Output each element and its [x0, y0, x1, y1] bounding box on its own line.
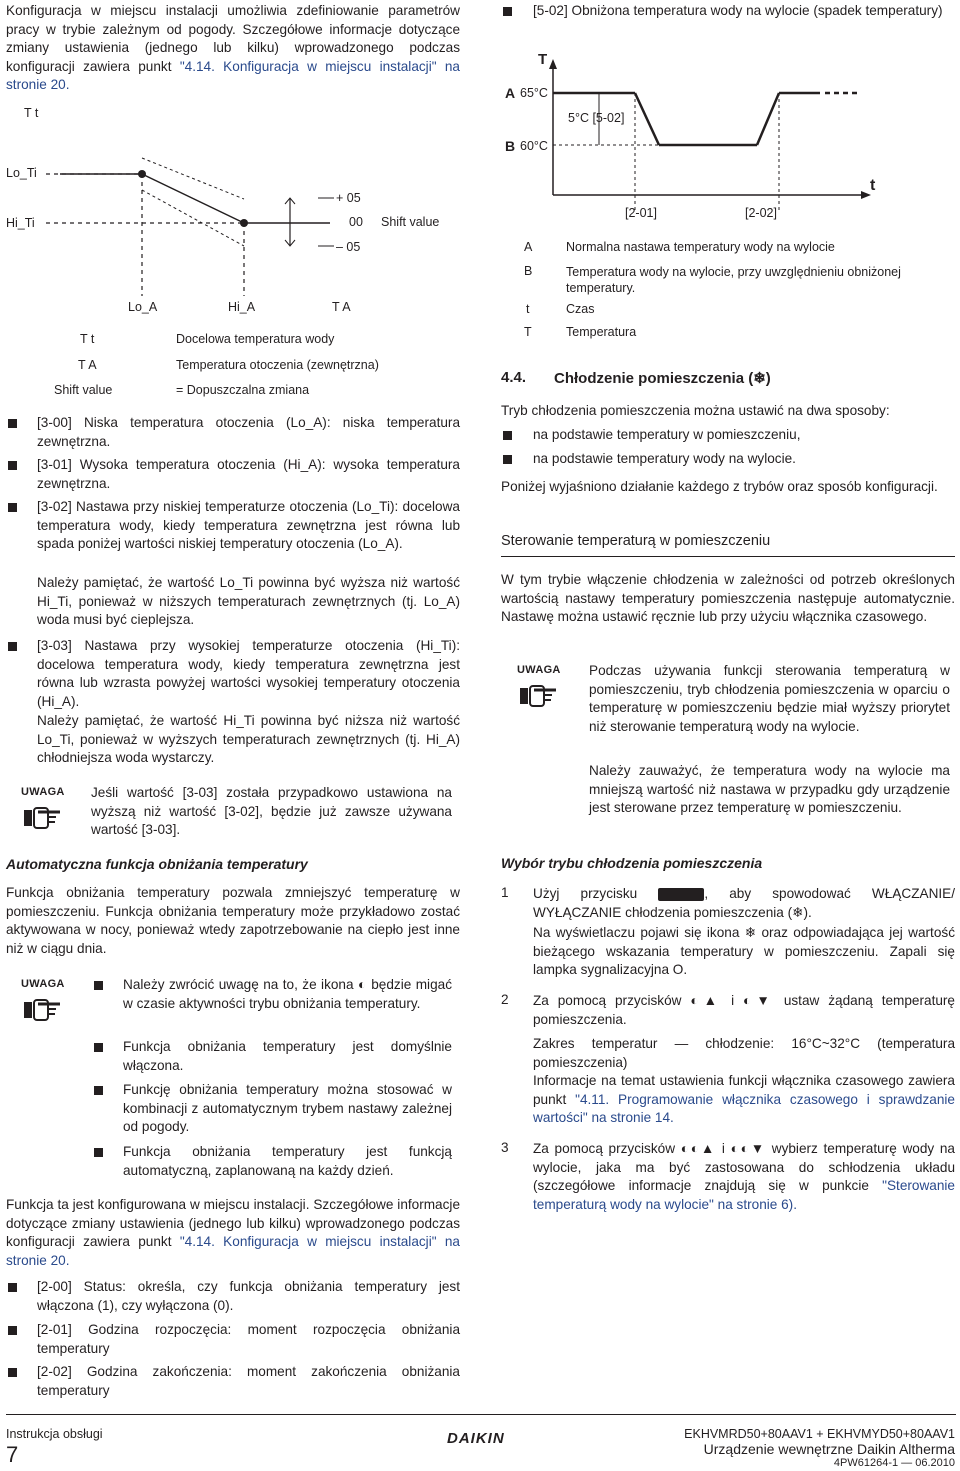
step-text: wybierz temperaturę wody na wylocie, jaka ma być zastosowana do schłodzenia układu (szczegółowe informacje znajdują się w punkcie — [533, 1141, 955, 1194]
legend2-key-b: B — [524, 264, 533, 278]
graph2-end-marker: [2-02] — [745, 206, 777, 220]
bullet-marker — [94, 1043, 103, 1052]
step2-text — [533, 992, 955, 1029]
param-3-02 — [37, 498, 460, 554]
temp-up-button-icon[interactable]: ◐▲ — [690, 993, 723, 1008]
graph1-shift-value-label: Shift value — [381, 215, 440, 229]
water-down-button-icon[interactable]: ◐◐▼ — [730, 1141, 767, 1156]
graph2-delta-label: 5°C [5-02] — [568, 111, 625, 125]
legend2-key-T: T — [524, 325, 532, 339]
step-text: Informacje na temat ustawienia funkcji włącznika czasowego zawiera punkt — [533, 1073, 955, 1107]
note3-p2: Należy zauważyć, że temperatura wody na wylocie ma mniejszą wartość niż nastawa w przypadku gdy urządzenie jest sterowane przez temperaturę w pomieszczeniu. — [589, 763, 950, 816]
auto-config-link[interactable]: "4.14. Konfiguracja w miejscu instalacji" na stronie 20. — [6, 1234, 460, 1268]
graph2-t-end: t — [870, 177, 876, 194]
param-code: [2-02] — [37, 1364, 72, 1379]
note1-text: Jeśli wartość [3-03] została przypadkowo ustawiona na wyższą niż wartość [3-02], będzie już zawsze używana wartość [3-03]. — [91, 785, 452, 838]
param-text: Godzina zakończenia: moment zakończenia obniżania temperatury — [37, 1364, 460, 1398]
step-text: i — [716, 1141, 731, 1156]
param-2-01 — [37, 1321, 460, 1358]
param-3-02-note: Należy pamiętać, że wartość Lo_Ti powinna być wyższa niż wartość Hi_Ti, ponieważ w niższych temperaturach zewnętrznych (tj. Lo_A) woda musi być cieplejsza. — [37, 575, 460, 628]
cooling-intro: Tryb chłodzenia pomieszczenia można ustawić na dwa sposoby: — [501, 403, 890, 418]
auto-setback-heading: Automatyczna funkcja obniżania temperatury — [6, 856, 308, 872]
bullet-marker — [8, 419, 17, 428]
bullet-marker — [503, 7, 512, 16]
step-text: ustaw żądaną temperaturę pomieszczenia. — [533, 993, 955, 1027]
auto-setback-paragraph: Funkcja obniżania temperatury pozwala zmniejszyć temperaturę w pomieszczeniu. Funkcja obniżania temperatury może przykładowo zostać aktywowana w nocy, ponieważ wtedy zapotrzebowanie na ciepło jest inne niż w ciągu dnia. — [6, 885, 460, 956]
param-3-03 — [37, 637, 460, 711]
param-text: Status: określa, czy funkcja obniżania temperatury jest włączona (1), czy wyłączona (0). — [37, 1279, 460, 1313]
param-text: Nastawa przy niskiej temperaturze otoczenia (Lo_Ti): docelowa temperatura wody, kiedy temperatura zewnętrzna jest równa lub spada poniżej wartości niskiej temperatury otoczenia (Lo_A). — [37, 499, 460, 552]
graph1-lo-a-label: Lo_A — [128, 300, 158, 314]
step-number: 2 — [501, 992, 509, 1007]
step2-range: Zakres temperatur — chłodzenie: 16°C~32°C (temperatura pomieszczenia) — [533, 1036, 955, 1070]
bullet-marker — [8, 1283, 17, 1292]
legend1-text-shift: = Dopuszczalna zmiana — [176, 383, 310, 397]
note2-item: Funkcja obniżania temperatury jest domyślnie włączona. — [123, 1039, 452, 1073]
auto-config-paragraph — [6, 1196, 460, 1270]
weather-dependent-graph — [0, 100, 480, 330]
param-text: Niska temperatura otoczenia (Lo_A): niska temperatura zewnętrzna. — [37, 415, 461, 449]
bullet-marker — [8, 642, 17, 651]
pointing-hand-icon — [22, 996, 62, 1022]
step1-detail: Na wyświetlaczu pojawi się ikona ❄ oraz odpowiadająca jej wartość bieżącego wskazania temperatury w pomieszczeniu. Zapali się lampka sygnalizacyjna O. — [533, 925, 955, 978]
choose-mode-heading: Wybór trybu chłodzenia pomieszczenia — [501, 855, 763, 871]
graph1-lo-ti-label: Lo_Ti — [6, 166, 37, 180]
legend2-text-a: Normalna nastawa temperatury wody na wylocie — [566, 240, 835, 254]
step-number: 1 — [501, 885, 509, 900]
step-text: i — [722, 993, 744, 1008]
section-title: Chłodzenie pomieszczenia (❄) — [554, 370, 771, 387]
step-text: Za pomocą przycisków — [533, 993, 691, 1008]
note3-p1: Podczas używania funkcji sterowania temperaturą w pomieszczeniu, tryb chłodzenia pomieszczenia w oparciu o temperaturę w pomieszczeniu będzie miał wyższy priorytet niż sterowanie temperaturą wody na wylocie. — [589, 663, 950, 734]
step3-text — [533, 1140, 955, 1214]
step-text: Użyj przycisku — [533, 886, 659, 901]
legend2-text-T: Temperatura — [566, 325, 637, 339]
graph2-a-label: A — [505, 85, 516, 101]
intro-text: Konfiguracja w miejscu instalacji umożliwia zdefiniowanie parametrów pracy w trybie zależnym od pogody. Szczegółowe informacje dotyczące zmiany ustawienia (jednego lub kilku) wprowadzonego podczas konfiguracji zawiera punkt — [6, 3, 460, 74]
cooling-explain: Poniżej wyjaśniono działanie każdego z trybów oraz sposób konfiguracji. — [501, 479, 938, 494]
param-2-00 — [37, 1278, 460, 1315]
bullet-marker — [94, 981, 103, 990]
legend1-key-shift: Shift value — [54, 383, 113, 397]
step-text: , aby spowodować WŁĄCZANIE/ WYŁĄCZANIE chłodzenia pomieszczenia (❄). — [533, 886, 956, 920]
water-control-link[interactable]: "Sterowanie temperaturą wody na wylocie" na stronie 6). — [533, 1178, 955, 1212]
bullet-marker — [8, 461, 17, 470]
graph1-zero-label: 00 — [349, 215, 363, 229]
note-tag: UWAGA — [517, 664, 561, 676]
timer-link[interactable]: "4.11. Programowanie włącznika czasowego i sprawdzanie wartości" na stronie 14. — [533, 1091, 955, 1126]
param-code: [3-02] — [37, 499, 72, 514]
footer-device: Urządzenie wewnętrzne Daikin Altherma — [703, 1441, 955, 1457]
graph1-y-axis-label: T t — [24, 106, 39, 120]
footer-doc-type: Instrukcja obsługi — [6, 1427, 103, 1441]
param-code: [3-01] — [37, 457, 72, 472]
graph1-hi-ti-label: Hi_Ti — [6, 216, 35, 230]
footer-model: EKHVMRD50+80AAV1 + EKHVMYD50+80AAV1 — [684, 1427, 955, 1441]
bullet-marker — [94, 1148, 103, 1157]
intro-paragraph — [6, 2, 460, 95]
graph1-x-axis-label: T A — [332, 300, 351, 314]
bullet-marker — [8, 1368, 17, 1377]
room-control-paragraph: W tym trybie włączenie chłodzenia w zależności od potrzeb określonych wartością nastawy temperatury pomieszczenia następuje automatycznie. Nastawę można ustawić ręcznie lub przy użyciu włącznika czasowego. — [501, 572, 955, 625]
note2-item: Należy zwrócić uwagę na to, że ikona ◐ będzie migać w czasie aktywności trybu obniżania temperatury. — [123, 977, 452, 1011]
step-number: 3 — [501, 1140, 509, 1155]
param-code: [3-03] — [37, 638, 72, 653]
bullet-marker — [8, 1326, 17, 1335]
legend1-key-tt: T t — [80, 332, 95, 346]
graph2-t-axis: T — [538, 51, 548, 68]
legend1-text-ta: Temperatura otoczenia (zewnętrzna) — [176, 358, 379, 372]
bullet-marker — [8, 503, 17, 512]
graph2-a-value: 65°C — [520, 86, 548, 100]
legend2-key-t: t — [526, 302, 530, 316]
legend2-text-b: Temperatura wody na wylocie, przy uwzględnieniu obniżonej temperatury. — [566, 265, 901, 295]
param-code: [3-00] — [37, 415, 72, 430]
param-3-01 — [37, 456, 460, 493]
param-code: [2-01] — [37, 1322, 72, 1337]
temp-down-button-icon[interactable]: ◐▼ — [743, 993, 775, 1008]
legend2-text-t: Czas — [566, 302, 595, 316]
bullet-marker — [94, 1086, 103, 1095]
note-tag: UWAGA — [21, 978, 65, 990]
bullet-marker — [503, 431, 512, 440]
legend2-key-a: A — [524, 240, 533, 254]
legend1-text-tt: Docelowa temperatura wody — [176, 332, 335, 346]
bullet-marker — [503, 455, 512, 464]
cooling-button-icon[interactable] — [658, 888, 704, 901]
section-number: 4.4. — [501, 369, 527, 386]
param-text: Wysoka temperatura otoczenia (Hi_A): wysoka temperatura zewnętrzna. — [37, 457, 460, 491]
legend1-key-ta: T A — [78, 358, 97, 372]
setback-graph — [495, 45, 960, 235]
cooling-way: na podstawie temperatury w pomieszczeniu, — [533, 427, 801, 442]
param-2-02 — [37, 1363, 460, 1400]
graph2-start-marker: [2-01] — [625, 206, 657, 220]
heading-rule — [501, 556, 955, 557]
step-text: Za pomocą przycisków — [533, 1141, 681, 1156]
graph2-lines — [495, 45, 960, 235]
pointing-hand-icon — [518, 682, 558, 708]
param-text: Godzina rozpoczęcia: moment rozpoczęcia obniżania temperatury — [37, 1322, 461, 1356]
cooling-way: na podstawie temperatury wody na wylocie. — [533, 451, 796, 466]
param-5-02: [5-02] Obniżona temperatura wody na wylocie (spadek temperatury) — [533, 3, 943, 18]
auto-config-text: Funkcja ta jest konfigurowana w miejscu instalacji. Szczegółowe informacje dotyczące zmiany ustawienia (jednego lub kilku) wprowadzonego podczas konfiguracji zawiera punkt — [6, 1197, 460, 1250]
graph1-lines — [0, 100, 480, 330]
step2-info — [533, 1072, 955, 1128]
graph2-b-label: B — [505, 138, 516, 154]
subsection-heading: Sterowanie temperaturą w pomieszczeniu — [501, 533, 771, 549]
footer-doc-number: 4PW61264-1 — 06.2010 — [833, 1457, 955, 1469]
water-up-button-icon[interactable]: ◐◐▲ — [680, 1141, 717, 1156]
daikin-logo: DAIKIN — [447, 1430, 505, 1447]
intro-link[interactable]: "4.14. Konfiguracja w miejscu instalacji" na stronie 20. — [6, 58, 460, 93]
note-tag: UWAGA — [21, 786, 65, 798]
pointing-hand-icon — [22, 804, 62, 830]
param-code: [2-00] — [37, 1279, 72, 1294]
note2-item: Funkcja obniżania temperatury jest funkcją automatyczną, zaplanowaną na każdy dzień. — [123, 1144, 452, 1178]
param-3-03-note: Należy pamiętać, że wartość Hi_Ti powinna być niższa niż wartość Lo_Ti, ponieważ w wyższych temperaturach zewnętrznych (tj. Hi_A) chłodniejsza woda wystarczy. — [37, 713, 460, 766]
graph1-minus05-label: – 05 — [336, 240, 361, 254]
note2-item: Funkcję obniżania temperatury można stosować w kombinacji z automatycznym trybem nastawy zależnej od pogody. — [123, 1082, 452, 1135]
step1-text — [533, 885, 955, 922]
graph2-b-value: 60°C — [520, 139, 548, 153]
param-text: Nastawa przy wysokiej temperaturze otoczenia (Hi_Ti): docelowa temperatura wody, kiedy temperatura zewnętrzna jest równa lub wzrasta powyżej wartości wysokiej temperatury otoczenia (Hi_A). — [37, 638, 460, 709]
footer-rule — [6, 1414, 956, 1415]
graph1-plus05-label: + 05 — [336, 191, 361, 205]
page-number: 7 — [6, 1442, 19, 1467]
param-3-00 — [37, 414, 460, 451]
graph1-hi-a-label: Hi_A — [228, 300, 256, 314]
